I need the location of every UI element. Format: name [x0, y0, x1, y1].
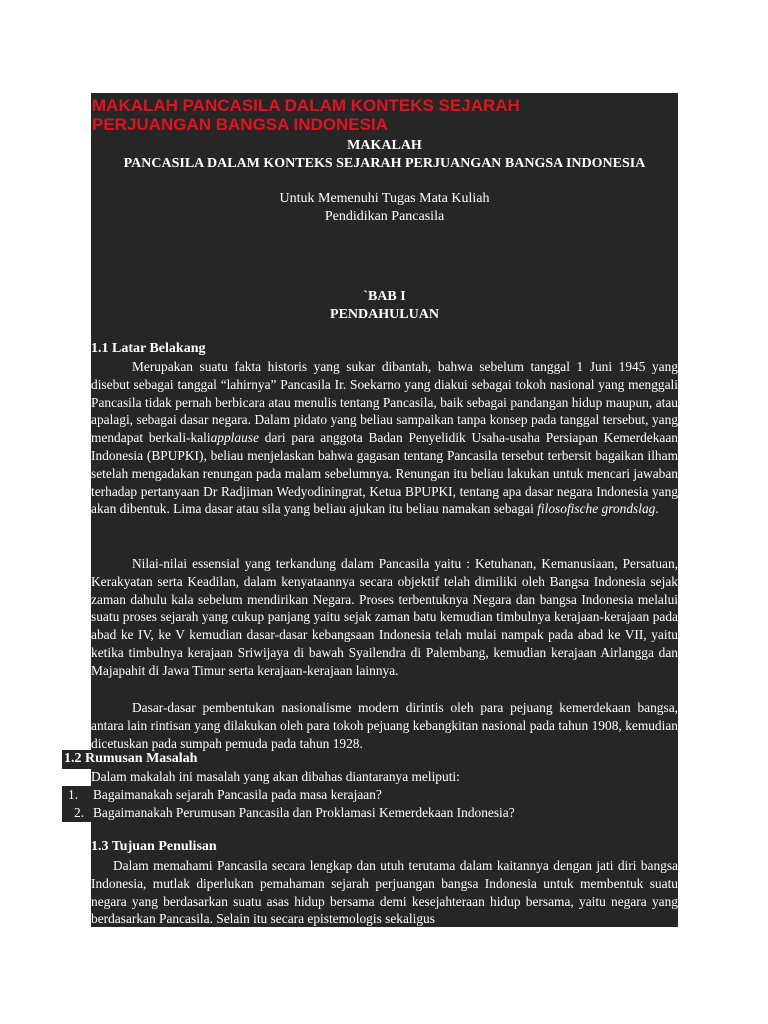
cover-label: MAKALAH: [347, 138, 422, 153]
italic-term: filosofische grondslag: [537, 501, 656, 517]
cover-purpose: Untuk Memenuhi Tugas Mata Kuliah: [279, 191, 490, 206]
list-item: Bagaimanakah Perumusan Pancasila dan Proklamasi Kemerdekaan Indonesia?: [93, 805, 515, 820]
chapter-number: `BAB I: [363, 289, 406, 304]
paragraph: Dalam memahami Pancasila secara lengkap dan utuh terutama dalam kaitannya dengan jati diri bangsa Indonesia, mutlak diperlukan pemahaman sejarah perjuangan bangsa Indonesia untuk membentuk suatu negara yang berdasarkan suatu asas hidup bersama demi kesejahteraan hidup bersama, yaitu negara yang berdasarkan Pancasila. Selain itu secara epistemologis sekaligus: [91, 858, 678, 927]
list-item-number: 2.: [74, 805, 85, 820]
list-item-number: 1.: [68, 787, 79, 802]
section-heading: 1.3 Tujuan Penulisan: [91, 839, 217, 854]
italic-term: applause: [210, 430, 259, 446]
list-item: Bagaimanakah sejarah Pancasila pada masa kerajaan?: [93, 787, 382, 802]
title-line: MAKALAH PANCASILA DALAM KONTEKS SEJARAH: [92, 96, 520, 115]
paragraph: [91, 358, 678, 518]
paragraph: Dasar-dasar pembentukan nasionalisme modern dirintis oleh para pejuang kemerdekaan bangsa, antara lain rintisan yang dilakukan oleh para tokoh pejuang kebangkitan nasional pada tahun 1908, kemudian dicetuskan pada sumpah pemuda pada tahun 1928.: [91, 700, 678, 751]
paragraph: Nilai-nilai essensial yang terkandung dalam Pancasila yaitu : Ketuhanan, Kemanusiaan, Persatuan, Kerakyatan serta Keadilan, dalam kenyataannya secara objektif telah dimiliki oleh Bangsa Indonesia sejak zaman dahulu kala sebelum mendirikan Negara. Proses terbentuknya Negara dan bangsa Indonesia melalui suatu proses sejarah yang cukup panjang yaitu sejak zaman batu kemudian timbulnya kerajaan-kerajaan pada abad ke IV, ke V kemudian dasar-dasar kebangsaan Indonesia telah mulai nampak pada abad ke VII, yaitu ketika timbulnya kerajaan Sriwijaya di bawah Syailendra di Palembang, kemudian kerajaan Airlangga dan Majapahit di Jawa Timur serta kerajaan-kerajaan lainnya.: [91, 556, 678, 678]
document-title: [92, 96, 682, 134]
section-heading: 1.1 Latar Belakang: [91, 341, 206, 356]
paragraph-text: .: [655, 501, 659, 517]
chapter-title: PENDAHULUAN: [330, 307, 439, 322]
section-heading: 1.2 Rumusan Masalah: [64, 751, 198, 766]
section-intro: Dalam makalah ini masalah yang akan dibahas diantaranya meliputi:: [91, 769, 460, 784]
paragraph-text: dari para anggota Badan Penyelidik Usaha-usaha Persiapan Kemerdekaan Indonesia (BPUPKI), beliau menjelaskan bahwa gagasan tentang Pancasila tersebut terbersit bagaikan ilham setelah mengadakan renungan pada malam sebelumnya. Renungan itu beliau lakukan untuk mencari jawaban terhadap pertanyaan Dr Radjiman Wedyodiningrat, Ketua BPUPKI, tentang apa dasar negara Indonesia yang akan dibentuk. Lima dasar atau sila yang beliau ajukan itu beliau namakan sebagai: [91, 430, 678, 517]
paragraph-text: Merupakan suatu fakta historis yang sukar dibantah, bahwa sebelum tanggal 1 Juni 1945 yang disebut sebagai tanggal “lahirnya” Pancasila Ir. Soekarno yang diakui sebagai tokoh nasional yang menggali Pancasila tidak pernah berbicara atau menulis tentang Pancasila, baik sebagai pandangan hidup maupun, atau apalagi, sebagai dasar negara. Dalam pidato yang beliau sampaikan tanpa konsep pada tanggal tersebut, yang mendapat berkali-kali: [91, 359, 678, 446]
cover-subtitle: PANCASILA DALAM KONTEKS SEJARAH PERJUANGAN BANGSA INDONESIA: [123, 156, 646, 171]
title-line: PERJUANGAN BANGSA INDONESIA: [92, 115, 388, 134]
cover-course: Pendidikan Pancasila: [324, 209, 445, 224]
